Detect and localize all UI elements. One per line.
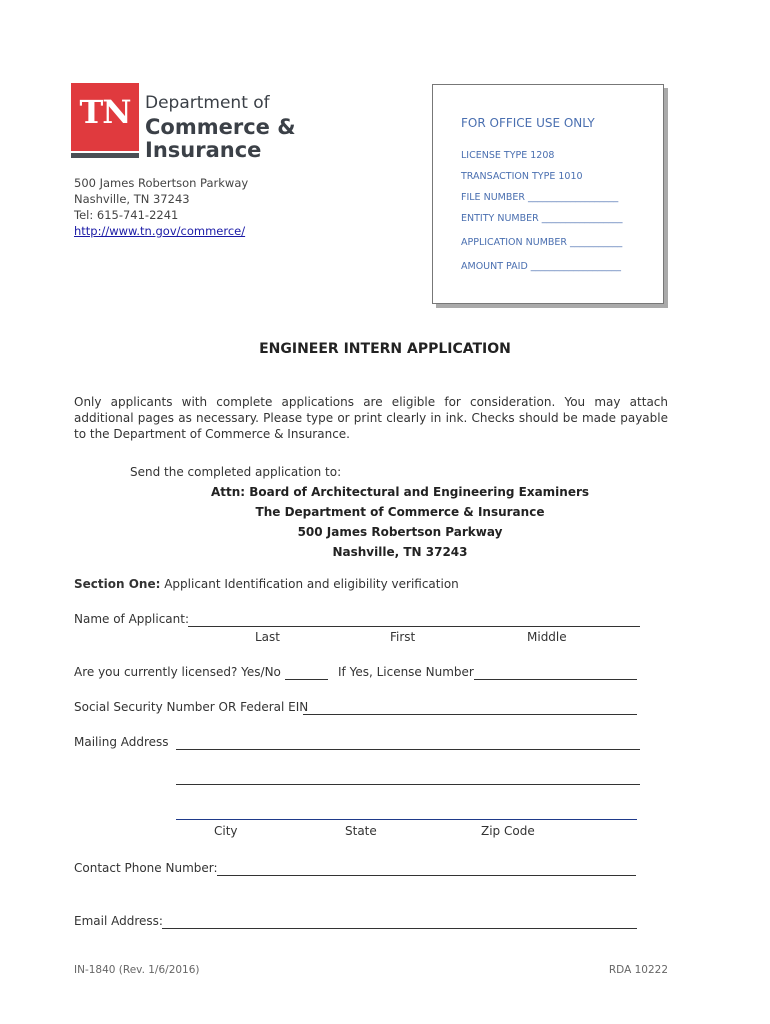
send-prompt: Send the completed application to: <box>130 465 342 479</box>
section-one-text: Applicant Identification and eligibility verification <box>160 577 459 591</box>
address-street: 500 James Robertson Parkway <box>74 176 249 190</box>
page-title: ENGINEER INTERN APPLICATION <box>259 341 511 357</box>
logo-mark-text: TN <box>79 93 131 131</box>
licensed-yes-no-line[interactable] <box>285 679 328 680</box>
name-first-caption: First <box>390 630 416 644</box>
license-number-label: If Yes, License Number <box>338 665 474 679</box>
email-label: Email Address: <box>74 914 163 928</box>
logo-line-2: Commerce & <box>145 115 296 139</box>
name-middle-caption: Middle <box>527 630 567 644</box>
intro-paragraph: Only applicants with complete applications are eligible for consideration. You may attach additional pages as necessary. Please type or print clearly in ink. Checks should be made payable to the Department of Commerce & Insurance. <box>74 395 668 441</box>
ssn-input-line[interactable] <box>303 714 637 715</box>
phone-input-line[interactable] <box>217 875 636 876</box>
mailing-address-line-2[interactable] <box>176 784 640 785</box>
state-caption: State <box>345 824 377 838</box>
address-tel: Tel: 615-741-2241 <box>74 208 179 222</box>
zip-caption: Zip Code <box>481 824 535 838</box>
department-address <box>74 175 248 239</box>
send-city: Nashville, TN 37243 <box>332 545 468 559</box>
mailing-address-label: Mailing Address <box>74 735 169 749</box>
application-number-field: APPLICATION NUMBER ___________ <box>461 237 623 248</box>
name-label: Name of Applicant: <box>74 612 190 626</box>
file-number-field: FILE NUMBER ___________________ <box>461 192 619 203</box>
name-last-caption: Last <box>255 630 280 644</box>
website-link[interactable]: http://www.tn.gov/commerce/ <box>74 224 246 238</box>
section-one-label: Section One: <box>74 577 161 591</box>
logo-line-1: Department of <box>145 93 270 113</box>
phone-label: Contact Phone Number: <box>74 861 218 875</box>
logo-bar <box>71 153 139 158</box>
city-caption: City <box>214 824 238 838</box>
name-input-line[interactable] <box>188 626 640 627</box>
transaction-type: TRANSACTION TYPE 1010 <box>461 171 583 182</box>
logo-line-3: Insurance <box>145 138 262 162</box>
office-use-box <box>432 84 664 304</box>
mailing-address-line-3[interactable] <box>176 819 637 820</box>
license-type: LICENSE TYPE 1208 <box>461 150 555 161</box>
tn-logo-mark <box>71 83 139 151</box>
ssn-label: Social Security Number OR Federal EIN <box>74 700 309 714</box>
logo-wordmark <box>145 95 296 161</box>
rda-number: RDA 10222 <box>608 964 668 976</box>
entity-number-field: ENTITY NUMBER _________________ <box>461 213 623 224</box>
send-attn: Attn: Board of Architectural and Engineering Examiners <box>210 485 590 499</box>
licensed-label: Are you currently licensed? Yes/No <box>74 665 281 679</box>
amount-paid-field: AMOUNT PAID ___________________ <box>461 261 622 272</box>
license-number-line[interactable] <box>474 679 637 680</box>
send-dept: The Department of Commerce & Insurance <box>255 505 545 519</box>
form-id: IN-1840 (Rev. 1/6/2016) <box>74 964 200 976</box>
email-input-line[interactable] <box>162 928 637 929</box>
office-use-heading: FOR OFFICE USE ONLY <box>461 116 595 130</box>
section-one-heading <box>74 577 459 591</box>
mailing-address-line-1[interactable] <box>176 749 640 750</box>
address-city: Nashville, TN 37243 <box>74 192 190 206</box>
send-street: 500 James Robertson Parkway <box>297 525 503 539</box>
